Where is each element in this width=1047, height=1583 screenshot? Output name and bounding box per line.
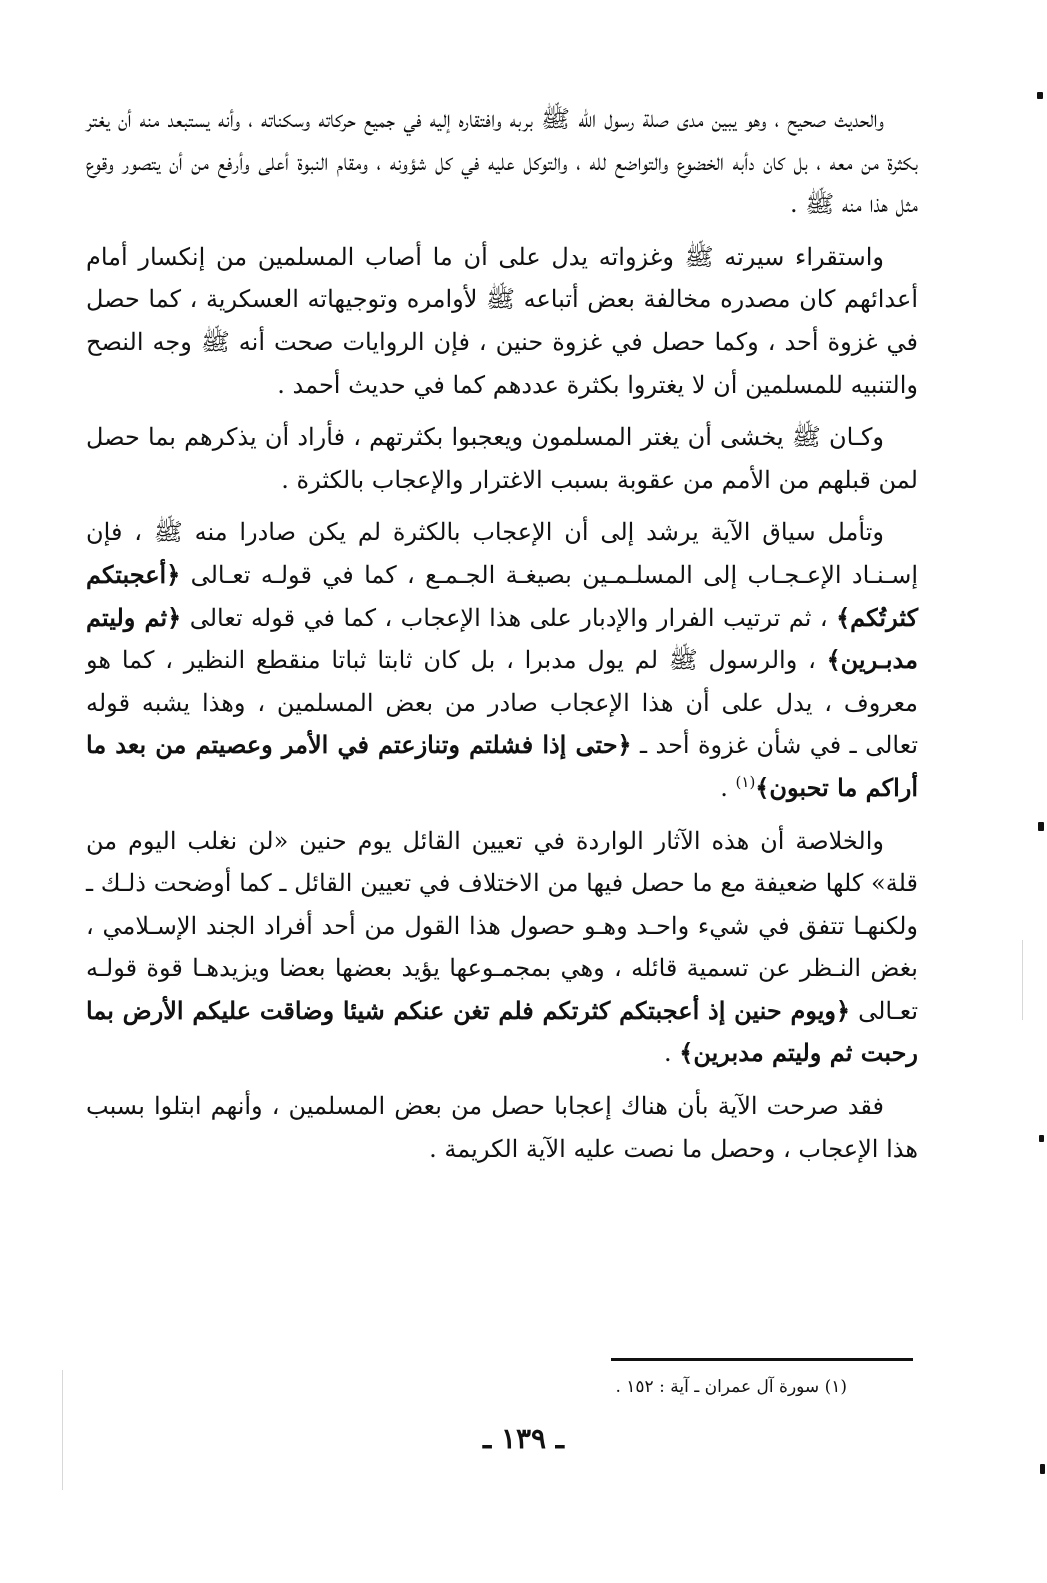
footnote: (١) سورة آل عمران ـ آية : ١٥٢ .: [615, 1377, 847, 1397]
paragraph-text: وكـان ﷺ يخشى أن يغتر المسلمون ويعجبوا بكثرتهم ، فأراد أن يذكرهم بما حصل لمن قبلهم من الأمم من عقوبة بسبب الاغترار والإعجاب بالكثرة .: [86, 423, 918, 494]
scan-mark: [1037, 92, 1043, 99]
paragraph: [86, 1085, 918, 1170]
paragraph-text: ، والرسول ﷺ لم يول مدبرا ، بل كان ثابتا ثباتا منقطع النظير ، كما هو معروف ، يدل على أن هذا الإعجاب صادر من بعض المسلمين ، وهذا يشبه قوله تعالى ـ في شأن غزوة أحد ـ: [86, 646, 918, 760]
footnote-reference: (١): [735, 772, 756, 791]
footnote-separator: [611, 1358, 913, 1361]
paragraph: [86, 820, 918, 1076]
paragraph-text: ، ثم ترتيب الفرار والإدبار على هذا الإعجاب ، كما في قوله تعالى: [181, 603, 837, 632]
scan-mark: [1040, 1464, 1045, 1474]
paragraph-text: .: [664, 1039, 680, 1068]
quran-verse: ﴿حتى إذا فشلتم وتنازعتم في الأمر وعصيتم من بعد ما أراكم ما تحبون﴾: [86, 730, 918, 802]
page-number: ـ ١٣٩ ـ: [482, 1422, 565, 1455]
paragraph-text: والحديث صحيح ، وهو يبين مدى صلة رسول الله ﷺ بربه وافتقاره إليه في جميع حركاته وسكناته ، وأنه يستبعد منه أن يغتر بكثرة من معه ، بل كان دأبه الخضوع والتواضع لله ، والتوكل عليه في كل شؤونه ، ومقام النبوة أعلى وأرفع من أن يتصور وقوع مثل هذا منه ﷺ .: [86, 105, 918, 219]
quran-verse: ﴿أعجبتكم كثرتُكم﴾: [86, 559, 918, 632]
scan-mark: [1038, 822, 1044, 831]
paragraph: [86, 98, 918, 226]
quran-verse: ﴿ويوم حنين إذ أعجبتكم كثرتكم فلم تغن عنكم شيئا وضاقت عليكم الأرض بما رحبت ثم وليتم مدبرين﴾: [86, 995, 918, 1068]
main-text: [86, 98, 918, 1180]
scan-edge-line: [1022, 940, 1023, 1020]
paragraph-text: والخلاصة أن هذه الآثار الواردة في تعيين القائل يوم حنين «لن نغلب اليوم من قلة» كلها ضعيفة مع ما حصل فيها من الاختلاف في تعيين القائل ـ كما أوضحت ذلـك ـ ولكنهـا تتفق في شيء واحـد وهـو حصول هذا القول من أحد أفراد الجند الإسـلامي ، بغض النـظر عن تسمية قائله ، وهي بمجمـوعها يؤيد بعضها بعضا ويزيدهـا قوة قولـه تعـالى: [86, 826, 919, 1025]
paragraph-text: .: [720, 773, 736, 802]
paragraph: [86, 511, 918, 809]
scan-mark: [1039, 1135, 1044, 1142]
paragraph-text: فقد صرحت الآية بأن هناك إعجابا حصل من بعض المسلمين ، وأنهم ابتلوا بسبب هذا الإعجاب ، وحصل ما نصت عليه الآية الكريمة .: [86, 1092, 918, 1163]
paragraph-text: وتأمل سياق الآية يرشد إلى أن الإعجاب بالكثرة لم يكن صادرا منه ﷺ ، فإن إسـنـاد الإعـجـاب إلى المسلـمـين بصيغـة الجـمـع ، كما في قولـه تعـالى: [86, 518, 918, 589]
paragraph-text: واستقراء سيرته ﷺ وغزواته يدل على أن ما أصاب المسلمين من إنكسار أمام أعدائهم كان مصدره مخالفة بعض أتباعه ﷺ لأوامره وتوجيهاته العسكرية ، كما حصل في غزوة أحد ، وكما حصل في غزوة حنين ، فإن الروايات صحت أنه ﷺ وجه النصح والتنبيه للمسلمين أن لا يغتروا بكثرة عددهم كما في حديث أحمد .: [86, 242, 918, 399]
paragraph: [86, 236, 918, 406]
paragraph: [86, 416, 918, 501]
quran-verse: ﴿ثم وليتم مدبـرين﴾: [86, 602, 918, 675]
